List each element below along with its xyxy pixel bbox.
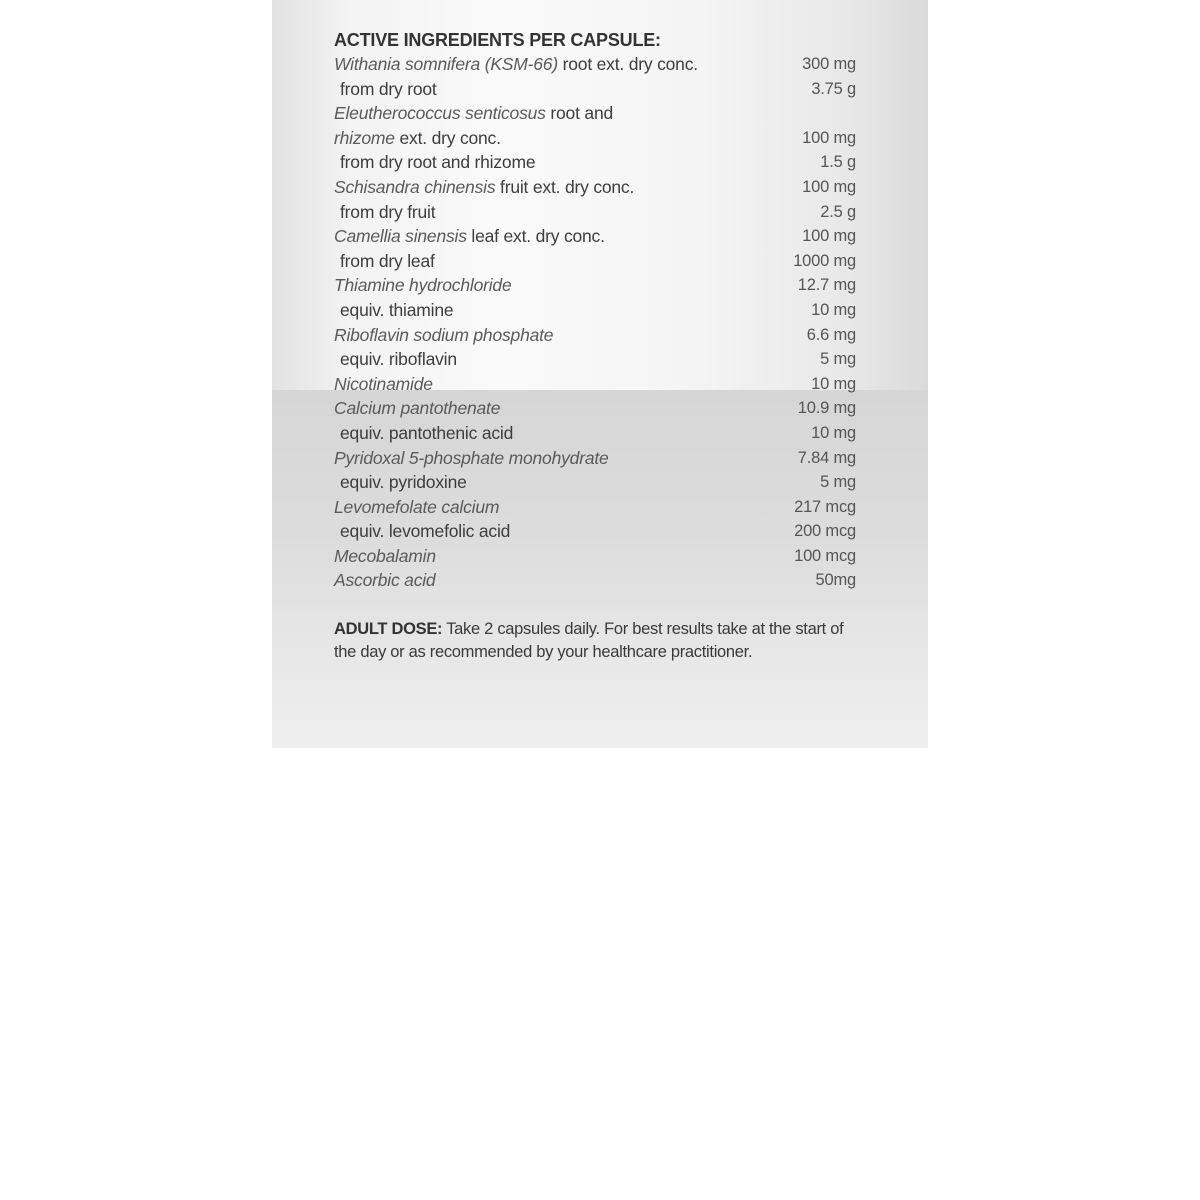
ingredient-name	[334, 103, 613, 123]
ingredient-amount: 10 mg	[811, 423, 856, 442]
adult-dose-text	[334, 618, 860, 664]
ingredient-row	[334, 175, 856, 200]
ingredient-name-italic: Ascorbic acid	[334, 570, 436, 591]
ingredient-amount: 50mg	[815, 571, 856, 590]
ingredient-amount: 1.5 g	[820, 153, 856, 172]
ingredient-name	[334, 275, 512, 295]
ingredient-row	[334, 273, 856, 298]
ingredient-row	[334, 150, 856, 175]
ingredient-name-italic: Levomefolate calcium	[334, 496, 500, 517]
ingredient-name	[334, 423, 513, 443]
ingredient-amount: 12.7 mg	[797, 276, 856, 295]
ingredient-name	[334, 251, 435, 271]
ingredient-name	[334, 128, 501, 148]
ingredient-name	[334, 374, 433, 394]
ingredient-amount: 300 mg	[802, 55, 856, 73]
ingredient-name	[334, 325, 553, 345]
ingredient-name-rest: root and	[545, 103, 614, 124]
ingredient-amount: 7.84 mg	[797, 448, 856, 467]
ingredient-row	[334, 224, 856, 249]
ingredient-name	[334, 300, 453, 320]
ingredient-name-italic: Riboflavin sodium phosphate	[334, 324, 554, 345]
ingredient-row	[334, 519, 856, 544]
ingredient-amount: 3.75 g	[811, 79, 856, 98]
ingredient-amount: 2.5 g	[820, 202, 856, 221]
ingredient-name	[334, 497, 499, 517]
ingredient-name-rest: from dry root and rhizome	[340, 152, 536, 173]
ingredient-amount: 100 mg	[802, 177, 856, 196]
dose-instructions: Take 2 capsules daily. For best results take at the start of the day or as recommended by your healthcare practitioner.	[334, 620, 844, 661]
ingredient-name-rest: equiv. pyridoxine	[340, 472, 467, 493]
ingredient-row	[334, 396, 856, 421]
ingredient-row	[334, 568, 856, 593]
ingredient-name-italic: Nicotinamide	[334, 373, 433, 394]
ingredient-name-rest: equiv. levomefolic acid	[340, 521, 511, 542]
ingredient-name-rest: from dry fruit	[340, 201, 436, 222]
ingredient-row	[334, 347, 856, 372]
ingredient-name-italic: Calcium pantothenate	[334, 398, 501, 419]
ingredient-row	[334, 323, 856, 348]
ingredient-amount: 10.9 mg	[797, 399, 856, 418]
ingredient-amount: 5 mg	[820, 350, 856, 369]
ingredient-name	[334, 177, 634, 197]
ingredient-row	[334, 372, 856, 397]
ingredient-name-italic: Eleutherococcus senticosus	[334, 103, 546, 124]
dose-label: ADULT DOSE:	[334, 620, 443, 638]
ingredient-name-italic: Schisandra chinensis	[334, 176, 496, 197]
ingredient-name	[334, 79, 437, 99]
ingredient-name-rest: from dry leaf	[340, 250, 435, 271]
ingredient-row	[334, 544, 856, 569]
ingredient-name	[334, 448, 609, 468]
ingredient-row	[334, 446, 856, 471]
ingredient-name	[334, 472, 467, 492]
ingredient-row	[334, 495, 856, 520]
ingredient-name-italic: Mecobalamin	[334, 545, 436, 566]
ingredient-row	[334, 200, 856, 225]
ingredients-list	[334, 52, 856, 593]
ingredient-name	[334, 54, 698, 74]
ingredient-row	[334, 52, 856, 77]
ingredient-row	[334, 249, 856, 274]
ingredient-amount: 100 mcg	[794, 546, 856, 565]
ingredient-name-rest: equiv. pantothenic acid	[340, 422, 514, 443]
supplement-label	[272, 0, 928, 748]
ingredient-row	[334, 101, 856, 126]
ingredient-name-rest: ext. dry conc.	[394, 127, 501, 148]
ingredient-name	[334, 202, 435, 222]
ingredient-name-italic: Pyridoxal 5-phosphate monohydrate	[334, 447, 609, 468]
ingredient-amount: 1000 mg	[793, 251, 856, 270]
ingredient-row	[334, 77, 856, 102]
ingredient-name-italic: Thiamine hydrochloride	[334, 275, 512, 296]
ingredient-name-rest: root ext. dry conc.	[557, 54, 698, 74]
ingredient-name	[334, 349, 457, 369]
ingredient-amount: 6.6 mg	[806, 325, 856, 344]
ingredient-row	[334, 126, 856, 151]
ingredient-amount: 10 mg	[811, 300, 856, 319]
ingredient-amount: 217 mcg	[794, 497, 856, 516]
ingredient-name-italic: Camellia sinensis	[334, 226, 467, 247]
ingredient-name-rest: leaf ext. dry conc.	[466, 226, 605, 247]
ingredient-name	[334, 226, 605, 246]
heading-prefix: ACTIVE INGREDIENTS	[334, 30, 525, 50]
ingredient-name-rest: equiv. riboflavin	[340, 349, 457, 370]
ingredient-name	[334, 152, 535, 172]
ingredient-name-rest: fruit ext. dry conc.	[495, 176, 635, 197]
ingredient-amount: 100 mg	[802, 128, 856, 147]
ingredient-name	[334, 570, 435, 590]
ingredient-name	[334, 546, 436, 566]
ingredients-panel	[334, 28, 856, 593]
ingredient-row	[334, 298, 856, 323]
ingredient-amount: 5 mg	[820, 473, 856, 492]
ingredient-name-italic: Withania somnifera (KSM-66)	[334, 54, 558, 74]
ingredient-name-rest: equiv. thiamine	[340, 299, 454, 320]
ingredient-amount: 10 mg	[811, 374, 856, 393]
ingredient-row	[334, 421, 856, 446]
ingredient-name-italic: rhizome	[334, 127, 395, 148]
ingredient-name	[334, 398, 500, 418]
ingredient-row	[334, 470, 856, 495]
heading-suffix: PER CAPSULE:	[524, 30, 661, 50]
ingredient-amount: 200 mcg	[794, 522, 856, 541]
ingredient-name-rest: from dry root	[340, 78, 437, 99]
ingredient-amount: 100 mg	[802, 227, 856, 246]
ingredient-name	[334, 521, 510, 541]
ingredients-heading	[334, 28, 856, 52]
